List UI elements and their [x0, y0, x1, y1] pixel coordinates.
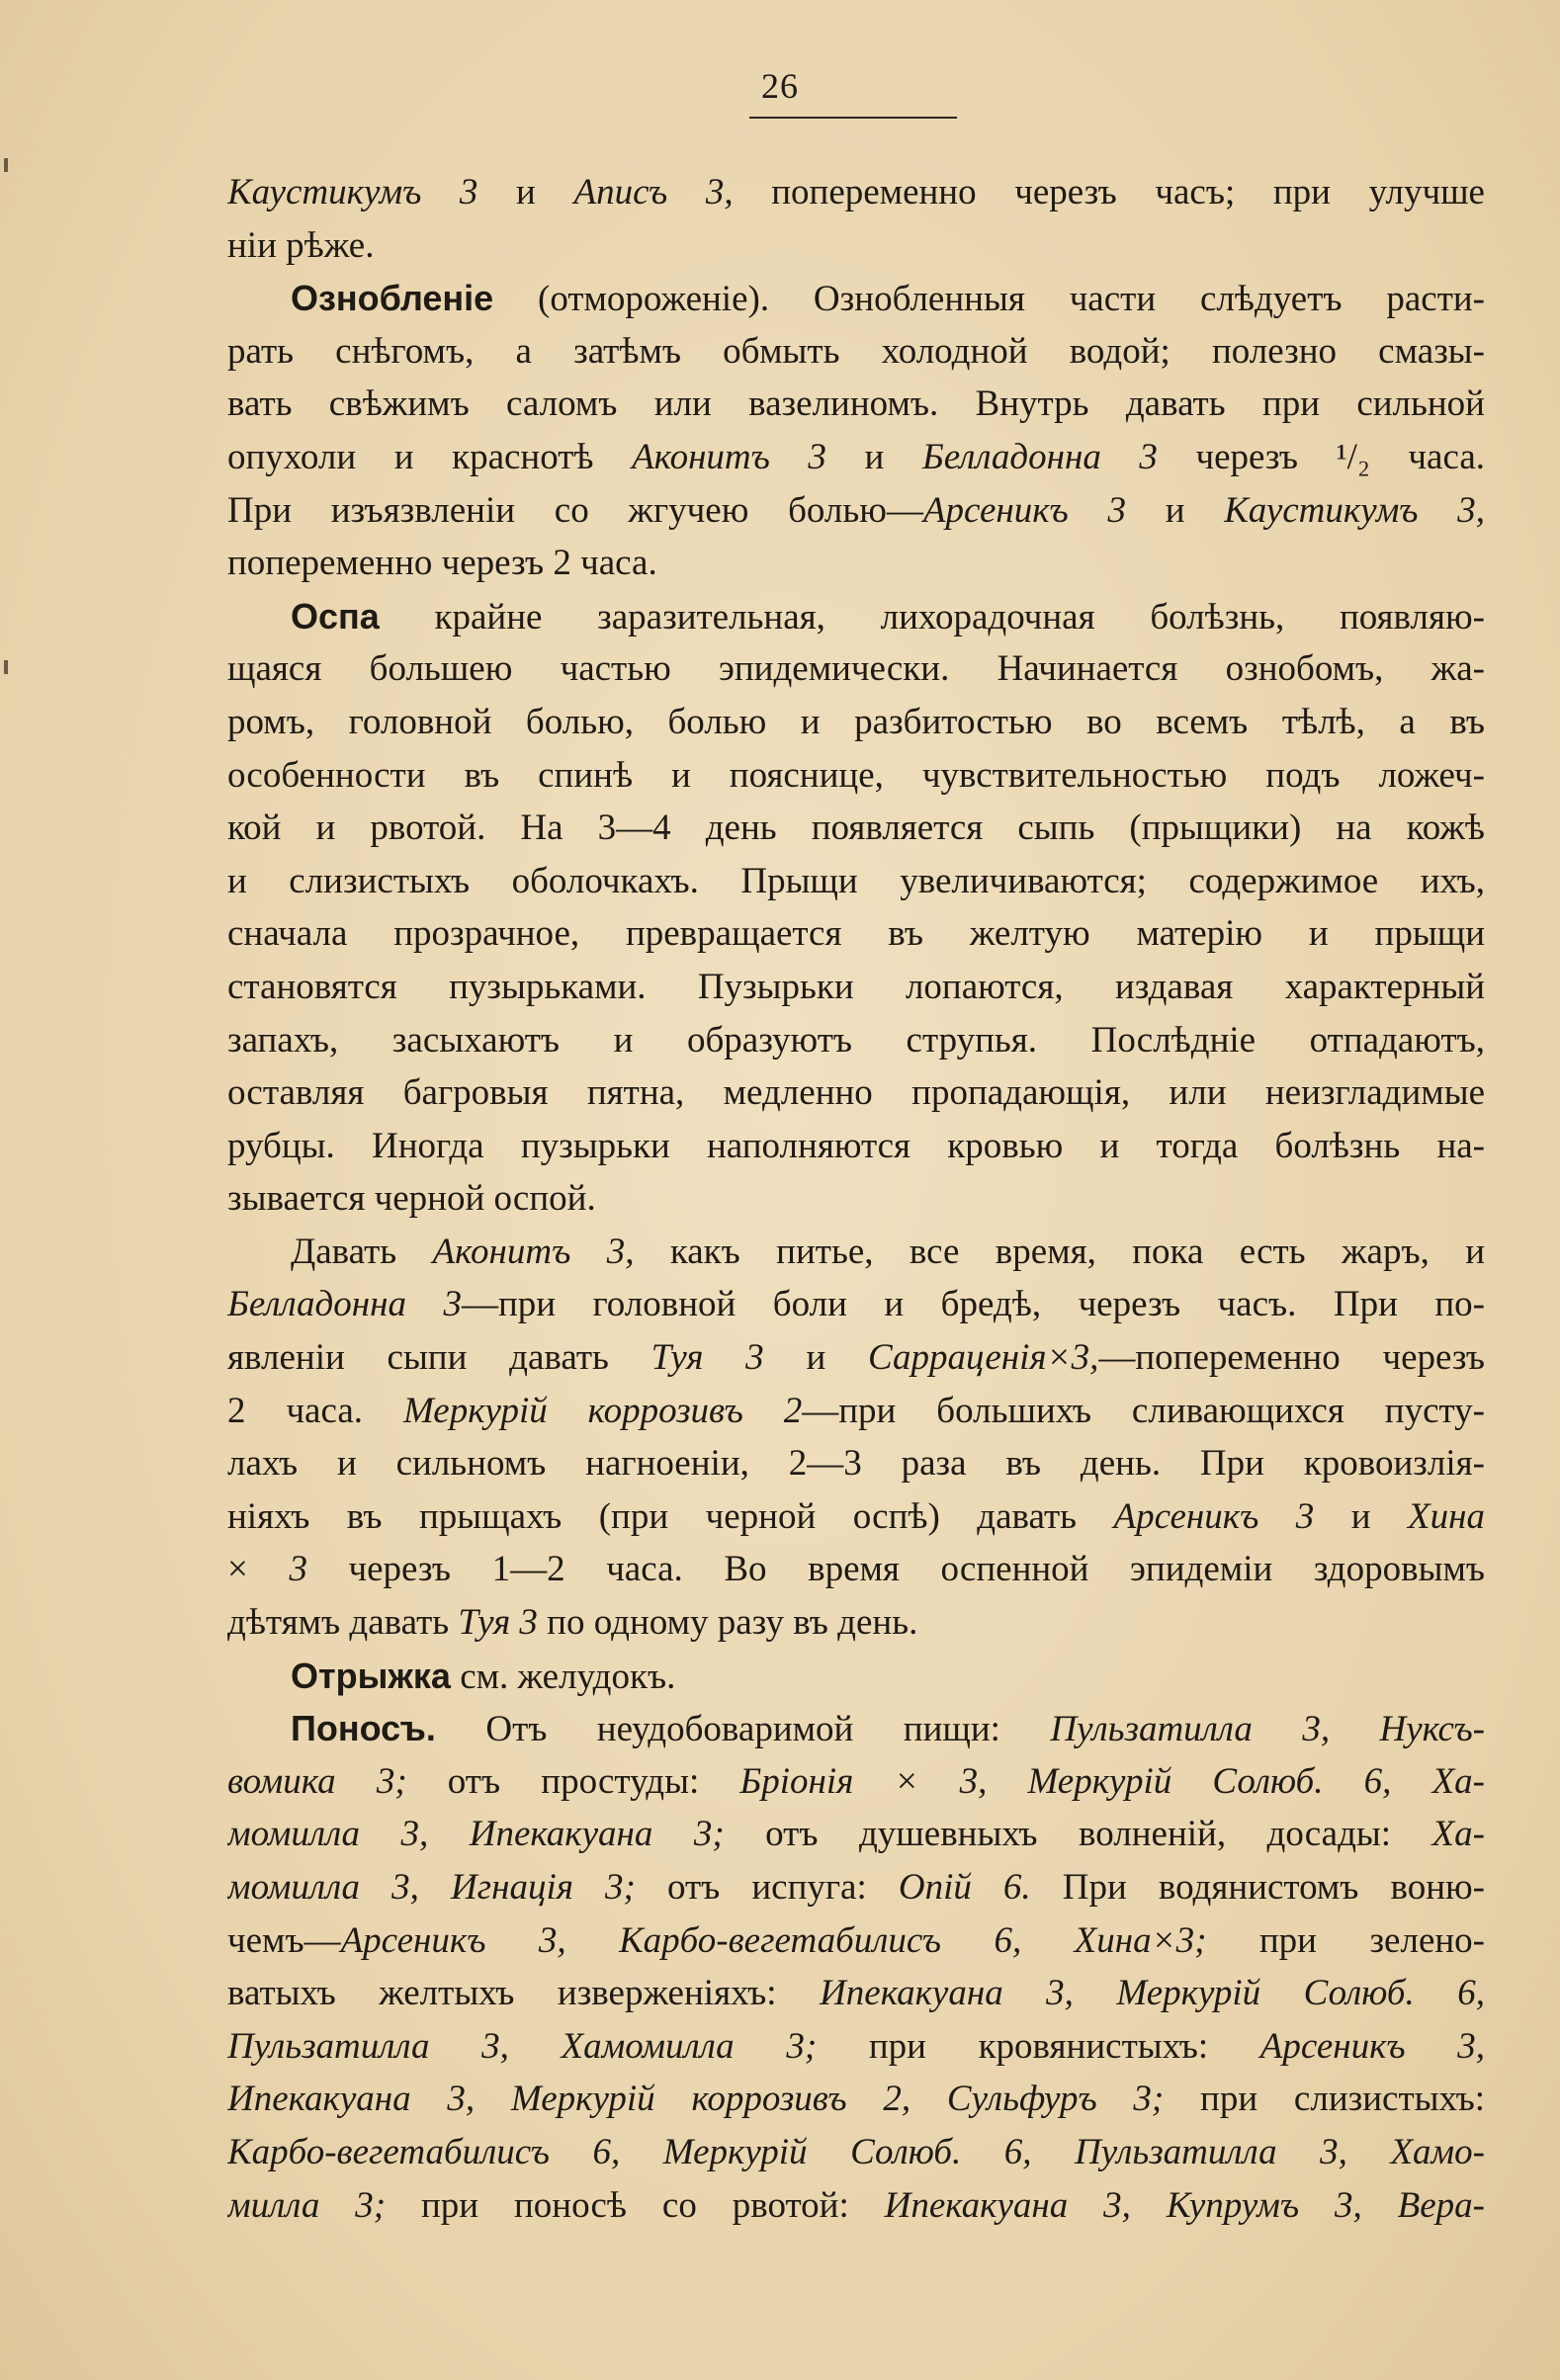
text-run: оставляя багровыя пятна, медленно пропадающiя, или неизгладимые: [227, 1072, 1485, 1114]
text-run: крайне заразительная, лихорадочная болѣзнь, появляю-: [379, 596, 1485, 638]
text-line: [227, 1066, 1485, 1120]
remedy-name: Аконитъ 3: [632, 436, 826, 477]
remedy-name: вомика 3;: [227, 1760, 407, 1802]
remedy-name: момилла 3, Ипекакуана 3;: [227, 1814, 725, 1855]
text-run: нiяхъ въ прыщахъ (при черной оспѣ) давать: [227, 1495, 1114, 1537]
text-line: [227, 166, 1485, 219]
remedy-name: Ипекакуана 3, Меркурiй Солюб. 6,: [820, 1973, 1485, 2014]
remedy-name: 3: [289, 1549, 307, 1590]
text-line: [227, 1278, 1485, 1331]
text-line: [227, 2073, 1485, 2126]
entry-term: Поносъ.: [291, 1708, 436, 1749]
text-run: при слизистыхъ:: [1164, 2079, 1485, 2120]
entry-term: Ознобленiе: [291, 278, 494, 319]
text-run: ×: [227, 1549, 290, 1590]
text-line: [227, 2179, 1485, 2233]
text-line: [227, 1914, 1485, 1968]
remedy-name: Меркурiй коррозивъ 2: [402, 1390, 803, 1431]
remedy-name: Брiонiя × 3, Меркурiй Солюб. 6, Ха-: [739, 1760, 1485, 1802]
text-line: [227, 696, 1485, 749]
text-line: [227, 1596, 1485, 1650]
text-run: (отмороженiе). Ознобленныя части слѣдуетъ расти-: [493, 279, 1485, 320]
text-run: черезъ ¹/₂ часа.: [1157, 436, 1485, 477]
remedy-name: Аписъ 3,: [573, 172, 734, 212]
text-run: рать снѣгомъ, а затѣмъ обмыть холодной водой; полезно смазы-: [227, 330, 1485, 372]
text-line: [227, 2126, 1485, 2179]
text-run: попеременно черезъ часъ; при улучше: [733, 172, 1485, 212]
remedy-name: Арсеникъ 3,: [1259, 2025, 1485, 2067]
text-line: [227, 1014, 1485, 1067]
remedy-name: Ипекакуана 3, Меркурiй коррозивъ 2, Сульфуръ 3;: [227, 2079, 1165, 2120]
text-line: [227, 484, 1485, 538]
remedy-name: Белладонна 3: [921, 436, 1158, 477]
text-run: и: [763, 1337, 869, 1379]
text-run: попеременно черезъ 2 часа.: [227, 543, 657, 584]
remedy-name: Аконитъ 3,: [432, 1231, 635, 1272]
text-line: [227, 1172, 1485, 1226]
page-edge-mark: [4, 660, 8, 674]
remedy-name: Каустикумъ 3: [227, 172, 478, 212]
text-run: дѣтямъ давать: [227, 1602, 459, 1644]
text-run: чемъ—: [227, 1919, 341, 1961]
text-run: Давать: [291, 1231, 433, 1272]
text-run: явленiи сыпи давать: [227, 1337, 651, 1379]
text-line: [227, 1490, 1485, 1544]
text-run: опухоли и краснотѣ: [227, 436, 633, 477]
remedy-name: Хина: [1408, 1495, 1485, 1537]
text-run: ватыхъ желтыхъ изверженiяхъ:: [227, 1973, 821, 2014]
text-run: ромъ, головной болью, болью и разбитостью во всемъ тѣлѣ, а въ: [227, 701, 1485, 742]
text-line: [227, 1967, 1485, 2020]
text-run: рубцы. Иногда пузырьки наполняются кровью и тогда болѣзнь на-: [227, 1125, 1485, 1166]
entry-term: Отрыжка: [291, 1655, 451, 1696]
text-line: [227, 219, 1485, 273]
text-run: 2 часа.: [227, 1390, 403, 1431]
text-line: [227, 802, 1485, 855]
text-line: [227, 907, 1485, 961]
text-line: [227, 1385, 1485, 1438]
text-line: [227, 749, 1485, 803]
text-run: и слизистыхъ оболочкахъ. Прыщи увеличиваются; содержимое ихъ,: [227, 860, 1485, 901]
remedy-name: Пульзатилла 3, Нуксъ-: [1050, 1709, 1485, 1750]
text-run: особенности въ спинѣ и пояснице, чувствительностью подъ ложеч-: [227, 754, 1485, 796]
text-run: и: [1314, 1495, 1409, 1537]
header-rule: [749, 117, 957, 119]
remedy-name: Опiй 6.: [898, 1867, 1031, 1908]
text-line: [227, 855, 1485, 908]
entry-term: Оспа: [291, 595, 380, 637]
remedy-name: Белладонна 3: [227, 1284, 462, 1325]
page-number: 26: [761, 66, 799, 106]
text-line: [227, 1861, 1485, 1914]
text-line: [227, 1543, 1485, 1596]
text-line: [227, 1702, 1485, 1755]
text-line: [227, 590, 1485, 643]
text-run: черезъ 1—2 часа. Во время оспенной эпидемiи здоровымъ: [306, 1549, 1485, 1590]
text-run: —при головной боли и бредѣ, черезъ часъ. При по-: [461, 1284, 1485, 1325]
text-run: Отъ неудобоваримой пищи:: [435, 1709, 1051, 1750]
page-edge-mark: [4, 158, 8, 172]
text-run: —при большихъ сливающихся пусту-: [802, 1390, 1485, 1431]
body-text: [227, 166, 1485, 2232]
text-run: щаяся большею частью эпидемически. Начинается ознобомъ, жа-: [227, 648, 1485, 690]
text-run: при зелено-: [1206, 1919, 1485, 1961]
text-line: [227, 642, 1485, 696]
text-run: зывается черной оспой.: [227, 1178, 596, 1220]
text-run: При изъязвленiи со жгучею болью—: [227, 489, 923, 531]
text-run: какъ питье, все время, пока есть жаръ, и: [634, 1231, 1485, 1272]
text-line: [227, 537, 1485, 590]
remedy-name: Туя 3: [458, 1602, 538, 1644]
text-run: нiи рѣже.: [227, 224, 375, 266]
text-run: отъ душевныхъ волненiй, досады:: [724, 1814, 1432, 1855]
text-line: [227, 1755, 1485, 1809]
text-run: лахъ и сильномъ нагноенiи, 2—3 раза въ день. При кровоизлiя-: [227, 1443, 1485, 1485]
remedy-name: Ипекакуана 3, Купрумъ 3, Вера-: [884, 2184, 1485, 2226]
remedy-name: Ха-: [1431, 1814, 1485, 1855]
text-run: отъ простуды:: [406, 1760, 740, 1802]
remedy-name: Арсеникъ 3, Карбо-вегетабилисъ 6, Хина×3;: [340, 1919, 1207, 1961]
text-line: [227, 1226, 1485, 1279]
text-run: при поносѣ со рвотой:: [386, 2184, 885, 2226]
remedy-name: Туя 3: [650, 1337, 764, 1379]
remedy-name: Сарраценiя×3,: [868, 1337, 1099, 1379]
text-line: [227, 378, 1485, 431]
remedy-name: Каустикумъ 3,: [1224, 489, 1485, 531]
text-line: [227, 1437, 1485, 1490]
text-line: [227, 961, 1485, 1014]
text-run: см. желудокъ.: [450, 1656, 676, 1697]
text-line: [227, 325, 1485, 379]
text-line: [227, 1331, 1485, 1385]
remedy-name: Арсеникъ 3: [1113, 1495, 1315, 1537]
remedy-name: момилла 3, Игнацiя 3;: [227, 1867, 636, 1908]
text-run: и: [1125, 489, 1225, 531]
remedy-name: Пульзатилла 3, Хамомилла 3;: [227, 2025, 818, 2067]
text-line: [227, 272, 1485, 325]
text-run: и: [477, 172, 574, 212]
text-run: и: [825, 436, 922, 477]
text-run: по одному разу въ день.: [537, 1602, 918, 1644]
text-run: —попеременно черезъ: [1098, 1337, 1485, 1379]
text-run: кой и рвотой. На 3—4 день появляется сыпь (прыщики) на кожѣ: [227, 808, 1485, 849]
text-run: отъ испуга:: [635, 1867, 899, 1908]
text-line: [227, 2020, 1485, 2074]
text-run: сначала прозрачное, превращается въ желтую матерiю и прыщи: [227, 913, 1485, 955]
text-run: вать свѣжимъ саломъ или вазелиномъ. Внутрь давать при сильной: [227, 383, 1485, 425]
remedy-name: милла 3;: [227, 2184, 387, 2226]
text-line: [227, 431, 1485, 484]
text-run: При водянистомъ воню-: [1030, 1867, 1485, 1908]
text-line: [227, 1120, 1485, 1173]
text-line: [227, 1650, 1485, 1703]
text-run: становятся пузырьками. Пузырьки лопаются, издавая характерный: [227, 966, 1485, 1007]
remedy-name: Арсеникъ 3: [922, 489, 1126, 531]
remedy-name: Карбо-вегетабилисъ 6, Меркурiй Солюб. 6, Пульзатилла 3, Хамо-: [227, 2131, 1485, 2172]
text-line: [227, 1808, 1485, 1861]
text-run: запахъ, засыхаютъ и образуютъ струпья. Послѣднiе отпадаютъ,: [227, 1019, 1485, 1061]
text-run: при кровянистыхъ:: [817, 2025, 1260, 2067]
